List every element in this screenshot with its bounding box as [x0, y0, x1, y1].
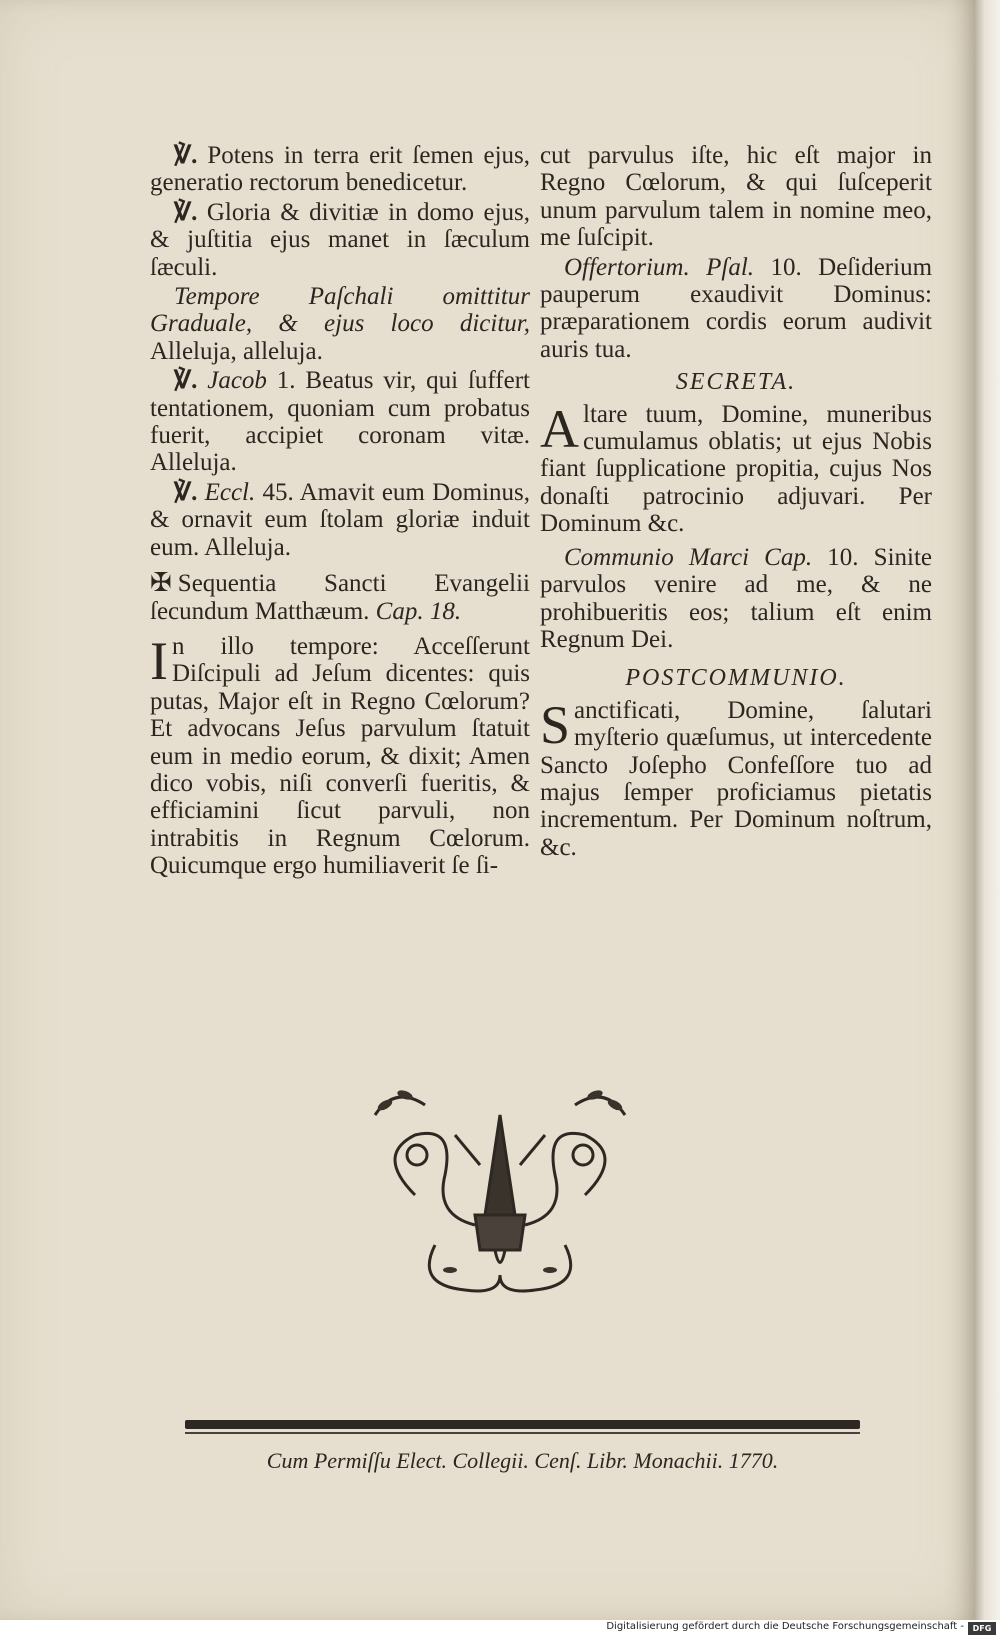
versicle-symbol: ℣.	[174, 198, 198, 226]
offertory-reference: Offertorium. Pſal.	[564, 253, 755, 281]
right-column	[540, 142, 932, 863]
page-edge	[975, 0, 1000, 1620]
secreta-prayer	[540, 398, 932, 538]
postcommunio-text: anctificati, Domine, ſalutari myſterio quæſumus, ut intercedente Sancto Joſepho Confeſſore tuo ad majus ſemper proficiamus pietatis incrementum. Per Dominum noſtrum, &c.	[540, 696, 932, 861]
gospel-reference: Cap. 18.	[375, 597, 462, 625]
rubric-text: Alleluja, alleluja.	[150, 337, 323, 365]
communio	[540, 544, 932, 654]
offertory	[540, 254, 932, 364]
versicle-symbol: ℣.	[174, 142, 198, 169]
gospel-heading	[150, 569, 530, 625]
communio-reference: Communio Marci Cap.	[564, 543, 813, 571]
printers-rule-thin	[185, 1432, 860, 1434]
left-column	[150, 142, 530, 882]
drop-cap: S	[540, 694, 571, 755]
gospel-title: Sequentia Sancti Evangelii ſecundum Matthæum.	[150, 570, 530, 625]
postcommunio-prayer	[540, 694, 932, 861]
postcommunio-heading: POSTCOMMUNIO.	[625, 665, 847, 692]
scripture-reference: Eccl.	[204, 478, 256, 506]
imprint-line: Cum Permiſſu Elect. Collegii. Cenſ. Libr. Monachii. 1770.	[266, 1448, 779, 1473]
versicle-text: 1. Beatus vir, qui ſuffert tentationem, quoniam cum probatus fuerit, accipiet coronam vitæ. Alleluja.	[150, 367, 530, 477]
versicle-text: 45. Amavit eum Dominus, & ornavit eum ſtolam gloriæ induit eum. Alleluja.	[150, 478, 531, 561]
communio-text: 10. Sinite parvulos venire ad me, & ne prohibueritis eos; talium eſt enim Regnum Dei.	[540, 543, 933, 653]
versicle-3	[150, 367, 530, 477]
versicle-symbol: ℣.	[174, 478, 198, 506]
offertory-text: 10. Deſiderium pauperum exaudivit Dominus: præparationem cordis eorum audivit auris tua.	[540, 253, 933, 363]
gospel-body-text: n illo tempore: Acceſſerunt Diſcipuli ad Jeſum dicentes: quis putas, Major eſt in Regno Cœlorum? Et advocans Jeſus parvulum ſtatuit eum in medio eorum, & dixit; Amen dico vobis, niſi converſi fueritis, & efficiamini ſicut parvuli, non intrabitis in Regnum Cœlorum. Quicumque ergo humiliaverit ſe ſi-	[150, 632, 530, 880]
versicle-4	[150, 479, 530, 561]
digitization-credit: Digitalisierung gefördert durch die Deutsche Forschungsgemeinschaft -	[606, 1621, 964, 1632]
secreta-heading: SECRETA.	[675, 369, 797, 396]
gospel-body	[150, 630, 530, 880]
scripture-reference: Jacob	[207, 367, 267, 395]
cross-icon: ✠	[150, 568, 172, 598]
rubric-italic: Tempore Paſchali omittitur Graduale, & ejus loco dicitur,	[150, 283, 530, 338]
versicle-1	[150, 142, 530, 197]
drop-cap: A	[540, 398, 579, 459]
vignette-ornament-icon	[355, 1075, 645, 1305]
drop-cap: I	[150, 630, 168, 691]
versicle-text: Potens in terra erit ſemen ejus, generatio rectorum benedicetur.	[150, 142, 530, 197]
dfg-logo-icon: DFG	[968, 1622, 996, 1635]
printers-rule	[185, 1420, 860, 1429]
versicle-2	[150, 199, 530, 281]
rubric-paschal	[150, 283, 530, 365]
versicle-text: Gloria & divitiæ in domo ejus, & juſtitia ejus manet in ſæculum ſæculi.	[150, 198, 531, 281]
secreta-text: ltare tuum, Domine, muneribus cumulamus oblatis; ut ejus Nobis fiant ſupplicatione propitia, cujus Nos donaſti patrocinio adjuvari. Per Dominum &c.	[540, 400, 932, 538]
gospel-continuation: cut parvulus iſte, hic eſt major in Regno Cœlorum, & qui ſuſceperit unum parvulum talem in nomine meo, me ſuſcipit.	[540, 142, 932, 252]
versicle-symbol: ℣.	[174, 367, 198, 395]
